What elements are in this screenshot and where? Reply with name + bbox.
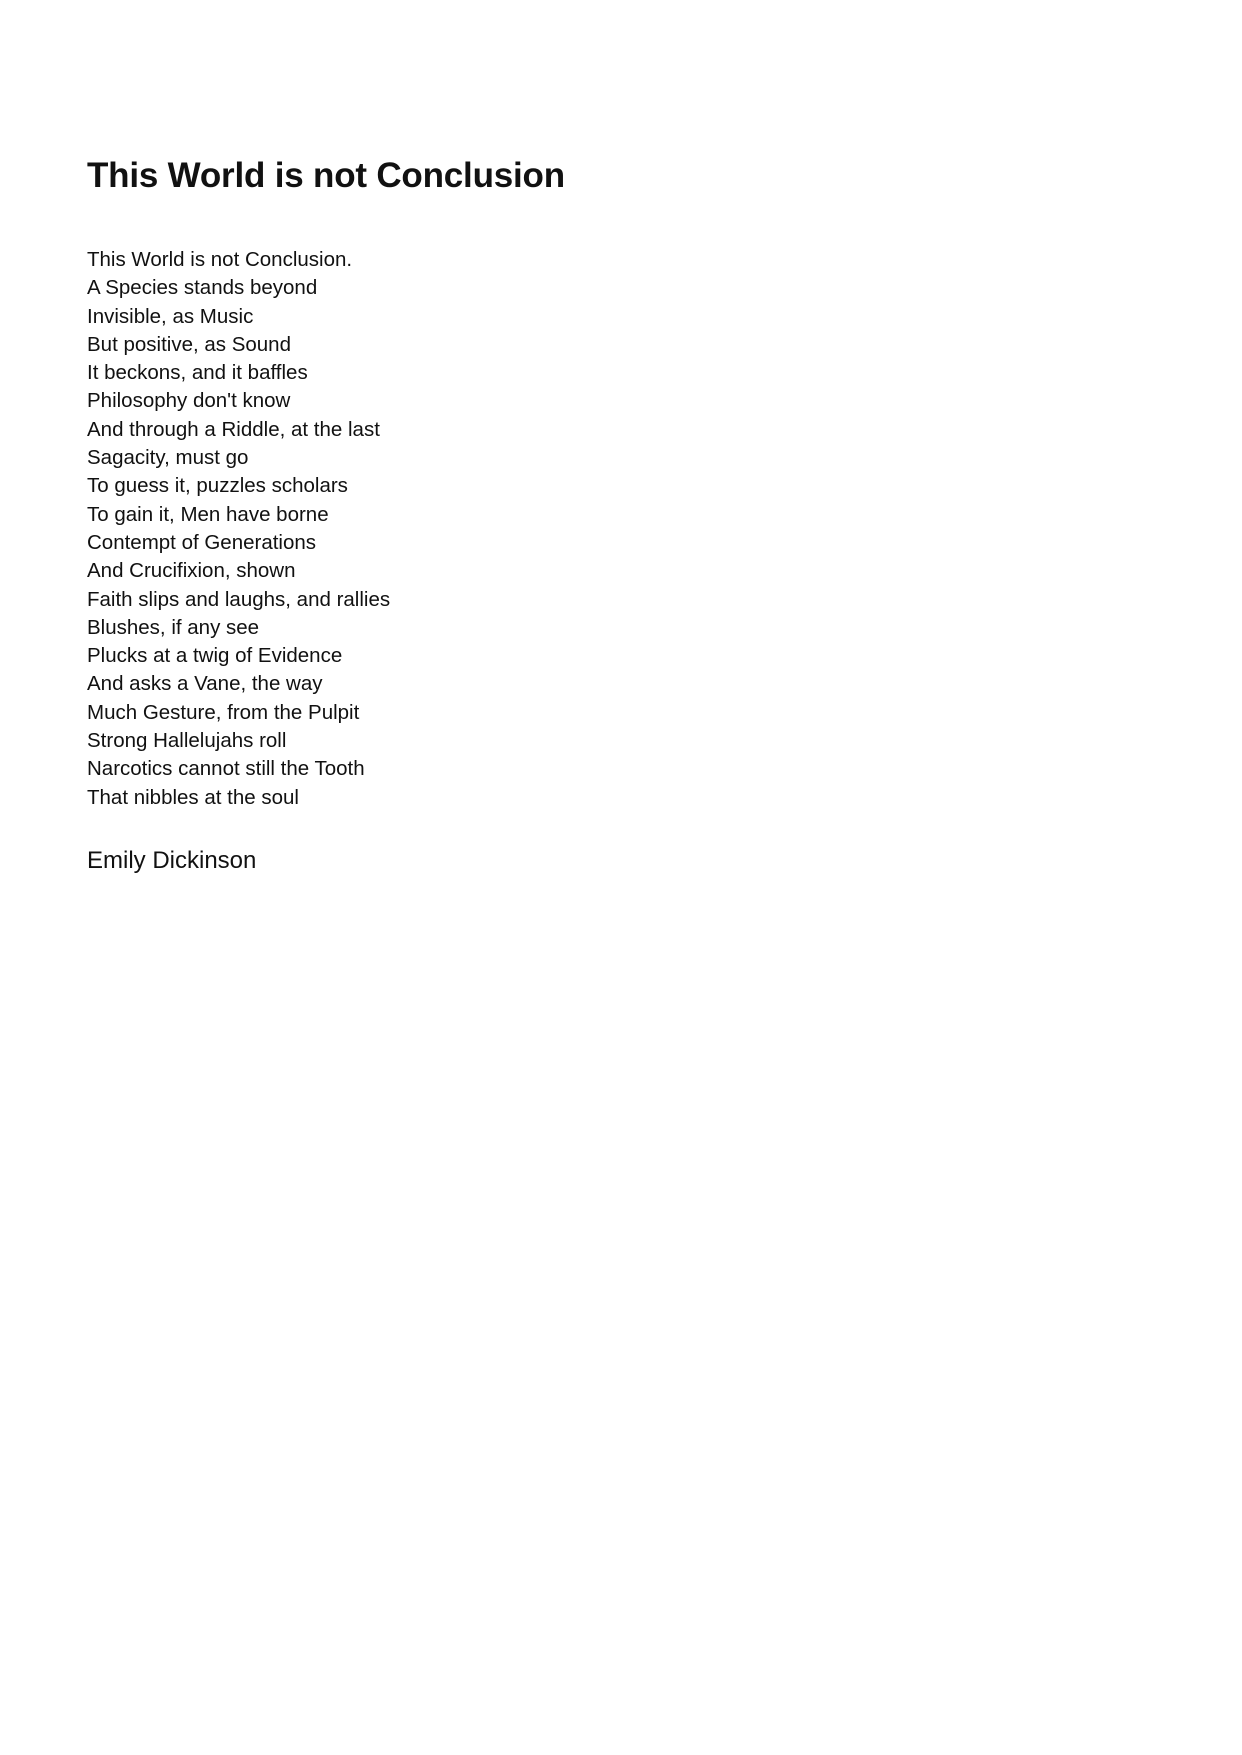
poem-line: Narcotics cannot still the Tooth xyxy=(87,757,365,781)
poem-line: This World is not Conclusion. xyxy=(87,248,353,271)
poem-line: Strong Hallelujahs roll xyxy=(87,729,287,753)
poem-line: Sagacity, must go xyxy=(87,446,249,470)
poem-line: Contempt of Generations xyxy=(87,530,317,554)
poem-line: Blushes, if any see xyxy=(87,615,260,639)
poem-line: Philosophy don't know xyxy=(87,389,291,413)
poem-line: To guess it, puzzles scholars xyxy=(87,474,348,498)
poem-line: And through a Riddle, at the last xyxy=(87,417,380,441)
poem-line: Plucks at a twig of Evidence xyxy=(87,644,343,668)
poem-line: It beckons, and it baffles xyxy=(87,361,308,385)
poem-line: And asks a Vane, the way xyxy=(87,672,323,696)
poem-line: But positive, as Sound xyxy=(87,332,291,356)
poem-line: To gain it, Men have borne xyxy=(87,502,329,526)
poem-line: And Crucifixion, shown xyxy=(87,559,296,583)
poem-line: Much Gesture, from the Pulpit xyxy=(87,700,360,724)
poem-line: Faith slips and laughs, and rallies xyxy=(87,587,391,611)
poem-title: This World is not Conclusion xyxy=(87,156,565,195)
poem-body xyxy=(87,246,390,812)
poem-line: A Species stands beyond xyxy=(87,276,318,300)
poem-author: Emily Dickinson xyxy=(87,847,257,874)
poem-line: That nibbles at the soul xyxy=(87,785,299,809)
poem-line: Invisible, as Music xyxy=(87,304,254,328)
